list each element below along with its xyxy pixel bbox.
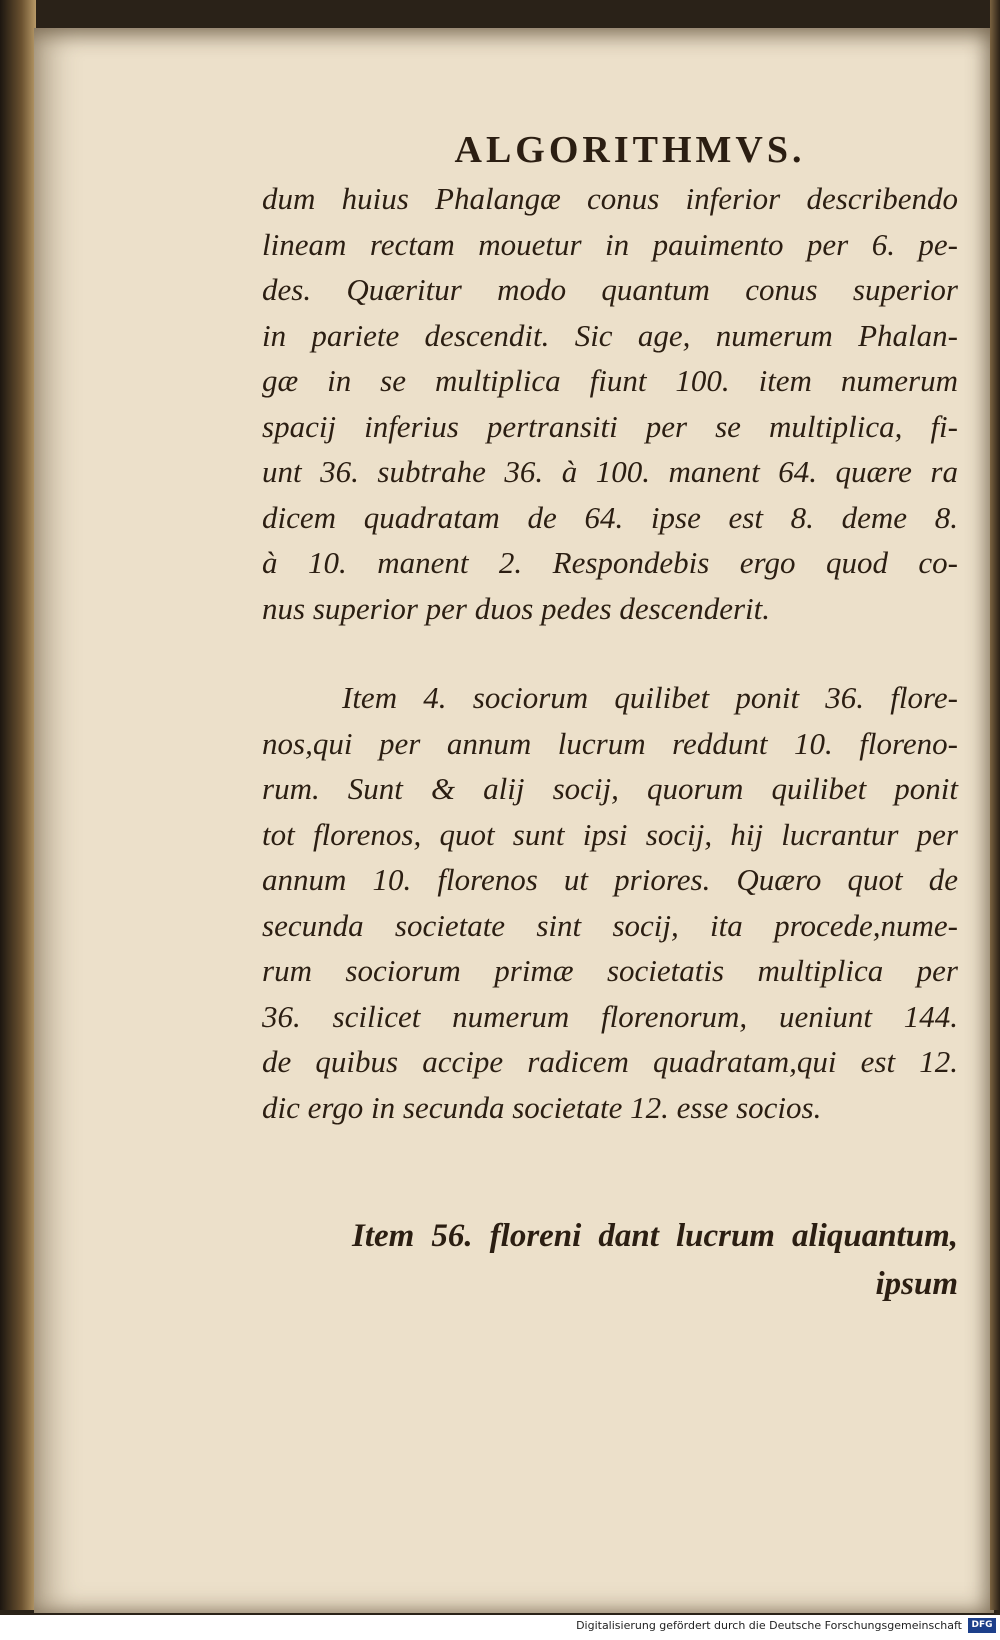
text-line: spacij inferius pertransiti per se multiplica, fi-	[262, 408, 958, 444]
text-line: unt 36. subtrahe 36. à 100. manent 64. quære ra	[262, 454, 958, 489]
text-line: rum sociorum primæ societatis multiplica per	[262, 953, 958, 988]
text-line: Item 56. floreni dant lucrum aliquantum,	[352, 1218, 958, 1254]
paragraph-1	[262, 176, 958, 631]
page-text	[262, 128, 958, 1308]
text-line: gæ in se multiplica fiunt 100. item numerum	[262, 363, 958, 398]
text-line: dic ergo in secunda societate 12. esse socios.	[262, 1089, 822, 1125]
text-line: dum huius Phalangæ conus inferior describendo	[262, 181, 958, 216]
text-line: à 10. manent 2. Respondebis ergo quod co-	[262, 545, 958, 580]
digitization-footer	[0, 1615, 1000, 1640]
footer-credit: Digitalisierung gefördert durch die Deutsche Forschungsgemeinschaft	[576, 1619, 962, 1632]
text-line: secunda societate sint socij, ita procede,nume-	[262, 907, 958, 943]
text-line: lineam rectam mouetur in pauimento per 6. pe-	[262, 226, 958, 262]
paragraph-2	[262, 675, 958, 1130]
text-line: nus superior per duos pedes descenderit.	[262, 590, 770, 626]
running-header: ALGORITHMVS.	[454, 129, 806, 171]
dfg-logo: DFG	[968, 1618, 996, 1633]
text-line: nos,qui per annum lucrum reddunt 10. floreno-	[262, 725, 958, 761]
text-line: annum 10. florenos ut priores. Quæro quot de	[262, 862, 958, 897]
text-line: rum. Sunt & alij socij, quorum quilibet ponit	[262, 771, 958, 806]
catchword: ipsum	[875, 1266, 958, 1302]
book-spine-edge	[0, 0, 36, 1610]
text-line: dicem quadratam de 64. ipse est 8. deme 8.	[262, 499, 958, 535]
text-line: des. Quæritur modo quantum conus superior	[262, 272, 958, 307]
paragraph-3	[262, 1212, 958, 1308]
text-line: 36. scilicet numerum florenorum, ueniunt 144.	[262, 998, 958, 1034]
text-line: de quibus accipe radicem quadratam,qui est 12.	[262, 1044, 958, 1079]
page-fore-edge	[990, 0, 1000, 1610]
text-line: tot florenos, quot sunt ipsi socij, hij lucrantur per	[262, 816, 958, 852]
text-line: in pariete descendit. Sic age, numerum Phalan-	[262, 317, 958, 353]
text-line: Item 4. sociorum quilibet ponit 36. flore-	[342, 680, 958, 715]
